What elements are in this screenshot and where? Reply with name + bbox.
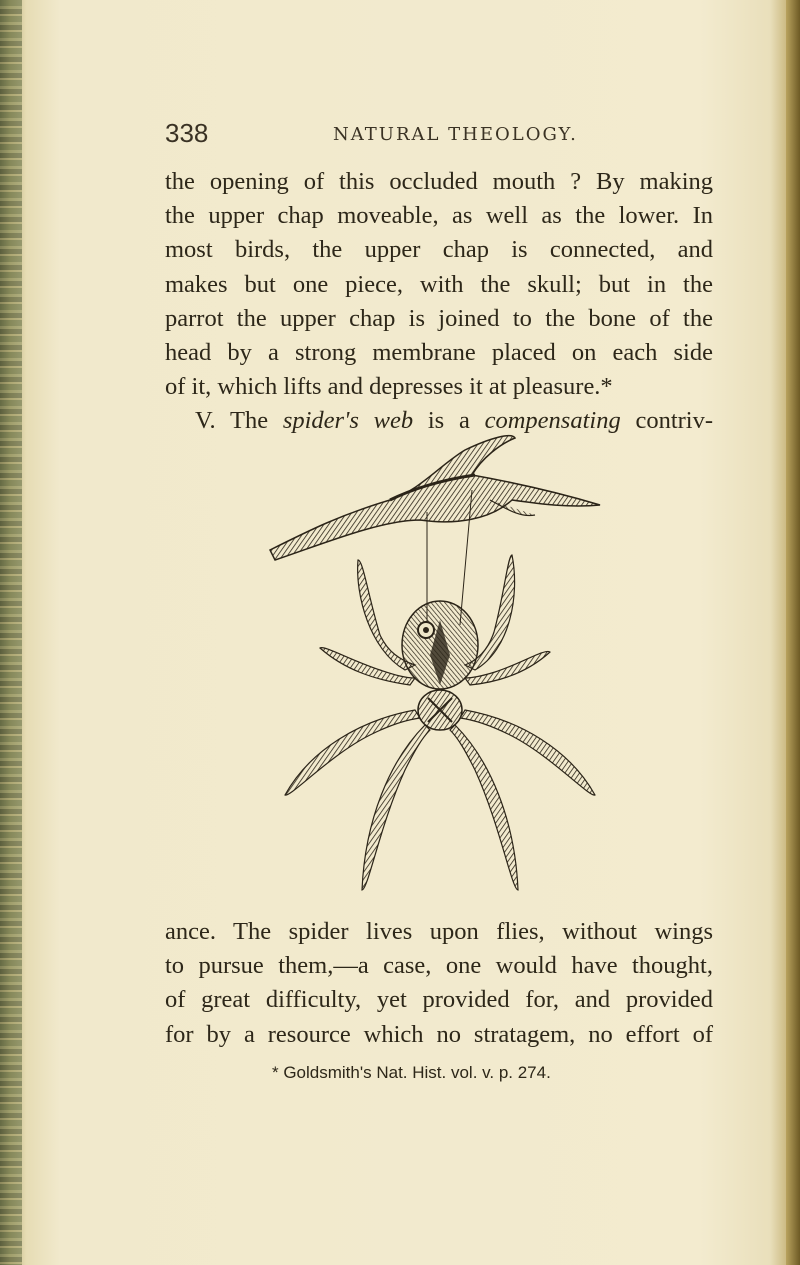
text-line: most birds, the upper chap is connected, and [165, 236, 713, 264]
spider-illustration [250, 420, 620, 900]
text-line: the upper chap moveable, as well as the lower. In [165, 202, 713, 230]
body-text-top [165, 165, 713, 439]
para-suffix: contriv- [635, 407, 714, 435]
page-edge [786, 0, 800, 1265]
page-header [165, 118, 725, 148]
page-number: 338 [165, 118, 209, 148]
text-line: for by a resource which no stratagem, no effort of [165, 1020, 713, 1048]
branch [270, 436, 600, 560]
text-line: parrot the upper chap is joined to the bone of the [165, 304, 713, 332]
italic-term: compensating [484, 407, 621, 435]
binding-edge [0, 0, 22, 1265]
italic-term: spider's web [282, 407, 414, 435]
text-line: of it, which lifts and depresses it at pleasure.* [165, 373, 613, 401]
para-prefix: V. The [195, 407, 269, 435]
para-mid: is a [427, 407, 470, 435]
footnote: * Goldsmith's Nat. Hist. vol. v. p. 274. [272, 1063, 551, 1082]
text-line: ance. The spider lives upon flies, without wings [165, 918, 713, 945]
text-line: the opening of this occluded mouth ? By making [165, 168, 713, 195]
body-text-bottom [165, 915, 713, 1052]
text-line: of great difficulty, yet provided for, and provided [165, 986, 713, 1014]
running-head: NATURAL THEOLOGY. [333, 124, 578, 145]
text-line: makes but one piece, with the skull; but in the [165, 270, 713, 298]
text-line: to pursue them,—a case, one would have thought, [165, 952, 713, 980]
text-line: head by a strong membrane placed on each side [165, 339, 713, 367]
